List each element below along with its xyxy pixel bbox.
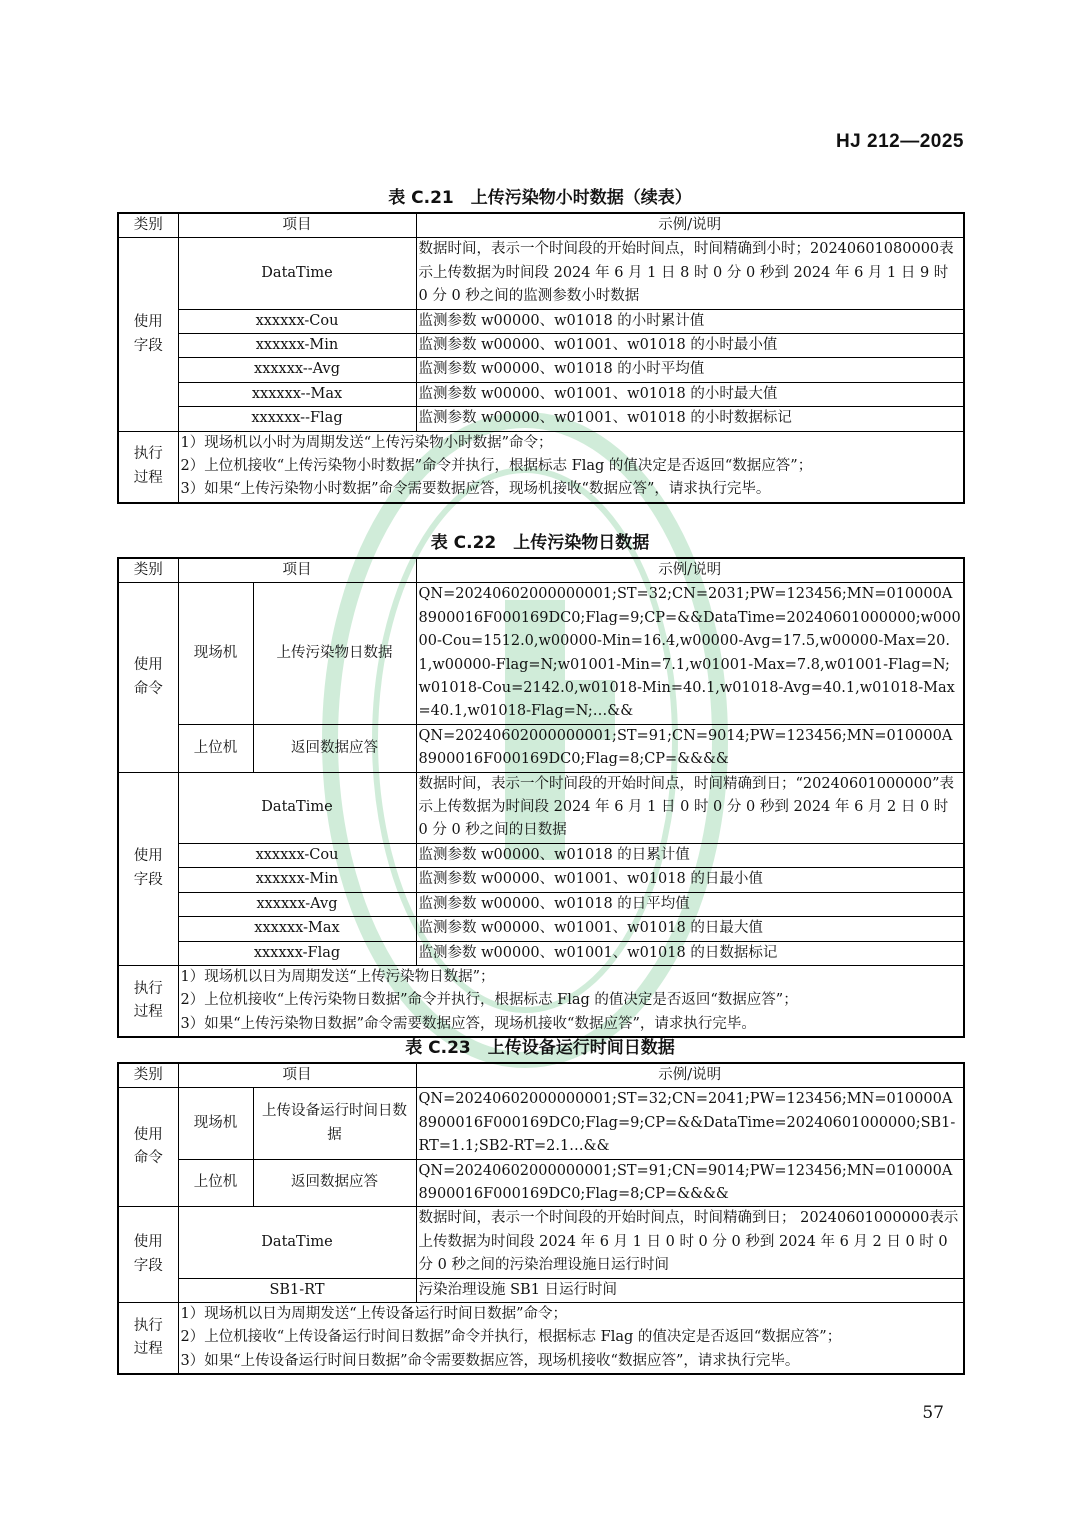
- process-step: 3）如果“上传污染物日数据”命令需要数据应答，现场机接收“数据应答”，请求执行完毕。: [180, 1015, 756, 1032]
- table-row: [118, 965, 964, 1037]
- field-desc: 监测参数 w00000、w01001、w01018 的小时数据标记: [416, 407, 964, 431]
- process-step: 3）如果“上传设备运行时间日数据”命令需要数据应答，现场机接收“数据应答”，请求执行完毕。: [180, 1352, 800, 1369]
- table-row: [118, 334, 964, 358]
- table-row: [118, 358, 964, 382]
- command-side: 现场机: [178, 1088, 253, 1159]
- command-side: 现场机: [178, 583, 253, 724]
- process-step: 2）上位机接收“上传污染物小时数据”命令并执行，根据标志 Flag 的值决定是否返回“数据应答”；: [180, 458, 813, 475]
- field-name: SB1-RT: [178, 1278, 416, 1302]
- field-name: xxxxxx-Min: [178, 868, 416, 892]
- field-name: xxxxxx-Flag: [178, 941, 416, 965]
- command-example: QN=20240602000000001;ST=91;CN=9014;PW=123456;MN=010000A8900016F000169DC0;Flag=8;CP=&&&&: [416, 724, 964, 772]
- table-row: [118, 772, 964, 843]
- field-desc: 数据时间，表示一个时间段的开始时间点，时间精确到小时；20240601080000表示上传数据为时间段 2024 年 6 月 1 日 8 时 0 分 0 秒到 2024 年 6 月 1 日 9 时 0 分 0 秒之间的监测参数小时数据: [416, 238, 964, 309]
- table-row: [118, 1088, 964, 1159]
- process-step: 3）如果“上传污染物小时数据”命令需要数据应答，现场机接收“数据应答”，请求执行完毕。: [180, 481, 771, 498]
- table-row: [118, 724, 964, 772]
- table-row: [118, 583, 964, 724]
- table-row: [118, 1303, 964, 1375]
- header-category: 类别: [118, 1063, 178, 1088]
- field-desc: 监测参数 w00000、w01001、w01018 的小时最小值: [416, 334, 964, 358]
- table-c22-caption: 表 C.22 上传污染物日数据: [430, 533, 650, 553]
- table-row: [118, 382, 964, 406]
- command-side: 上位机: [178, 1159, 253, 1207]
- field-desc: 数据时间，表示一个时间段的开始时间点，时间精确到日； 20240601000000表示上传数据为时间段 2024 年 6 月 1 日 0 时 0 分 0 秒到 2024 年 6 月 2 日 0 时 0 分 0 秒之间的污染治理设施日运行时间: [416, 1207, 964, 1278]
- group-label-fields: 使用 字段: [118, 772, 178, 965]
- process-step: 1）现场机以日为周期发送“上传污染物日数据”；: [180, 968, 495, 985]
- header-category: 类别: [118, 213, 178, 238]
- table-row: [118, 941, 964, 965]
- page-number: 57: [922, 1403, 944, 1423]
- table-c22: [117, 557, 965, 1038]
- table-c23: [117, 1062, 965, 1375]
- field-name: xxxxxx--Flag: [178, 407, 416, 431]
- table-row: [118, 431, 964, 503]
- field-desc: 监测参数 w00000、w01001、w01018 的日最大值: [416, 917, 964, 941]
- table-c21: [117, 212, 965, 504]
- table-row: [118, 238, 964, 309]
- field-desc: 监测参数 w00000、w01001、w01018 的小时最大值: [416, 382, 964, 406]
- field-name: xxxxxx-Cou: [178, 843, 416, 867]
- field-desc: 监测参数 w00000、w01018 的小时累计值: [416, 309, 964, 333]
- command-example: QN=20240602000000001;ST=91;CN=9014;PW=123456;MN=010000A8900016F000169DC0;Flag=8;CP=&&&&: [416, 1159, 964, 1207]
- table-row: [118, 407, 964, 431]
- process-steps: [178, 431, 964, 503]
- group-label-commands: 使用 命令: [118, 1088, 178, 1207]
- header-item: 项目: [178, 558, 416, 583]
- command-item: 返回数据应答: [253, 1159, 416, 1207]
- process-step: 1）现场机以日为周期发送“上传设备运行时间日数据”命令；: [180, 1306, 568, 1323]
- command-example: QN=20240602000000001;ST=32;CN=2031;PW=123456;MN=010000A8900016F000169DC0;Flag=9;CP=&&DataTime=20240601000000;w00000-Cou=1512.0,w00000-Min=16.4,w00000-Avg=17.5,w00000-Max=20.1,w00000-Flag=N;w01001-Min=7.1,w01001-Max=7.8,w01001-Flag=N;w01018-Cou=2142.0,w01018-Min=40.1,w01018-Avg=40.1,w01018-Max=40.1,w01018-Flag=N;…&&: [416, 583, 964, 724]
- table-row: [118, 1278, 964, 1302]
- table-row: [118, 309, 964, 333]
- command-item: 返回数据应答: [253, 724, 416, 772]
- table-row: [118, 892, 964, 916]
- header-example: 示例/说明: [416, 558, 964, 583]
- process-steps: [178, 1303, 964, 1375]
- command-item: 上传污染物日数据: [253, 583, 416, 724]
- field-desc: 监测参数 w00000、w01001、w01018 的日数据标记: [416, 941, 964, 965]
- command-side: 上位机: [178, 724, 253, 772]
- field-desc: 数据时间，表示一个时间段的开始时间点，时间精确到日；“20240601000000”表示上传数据为时间段 2024 年 6 月 1 日 0 时 0 分 0 秒到 2024 年 6 月 2 日 0 时 0 分 0 秒之间的日数据: [416, 772, 964, 843]
- table-row: [118, 868, 964, 892]
- table-row: [118, 1207, 964, 1278]
- header-item: 项目: [178, 213, 416, 238]
- field-name: DataTime: [178, 238, 416, 309]
- command-example: QN=20240602000000001;ST=32;CN=2041;PW=123456;MN=010000A8900016F000169DC0;Flag=9;CP=&&DataTime=20240601000000;SB1-RT=1.1;SB2-RT=2.1…&&: [416, 1088, 964, 1159]
- table-row: [118, 1159, 964, 1207]
- process-steps: [178, 965, 964, 1037]
- process-step: 2）上位机接收“上传污染物日数据”命令并执行，根据标志 Flag 的值决定是否返回“数据应答”；: [180, 992, 798, 1009]
- table-header-row: [118, 1063, 964, 1088]
- group-label-fields: 使用 字段: [118, 238, 178, 431]
- field-name: DataTime: [178, 772, 416, 843]
- field-name: DataTime: [178, 1207, 416, 1278]
- field-name: xxxxxx-Avg: [178, 892, 416, 916]
- group-label-process: 执行 过程: [118, 431, 178, 503]
- table-row: [118, 917, 964, 941]
- table-c21-caption: 表 C.21 上传污染物小时数据（续表）: [388, 188, 692, 208]
- process-step: 1）现场机以小时为周期发送“上传污染物小时数据”命令；: [180, 434, 553, 451]
- table-header-row: [118, 558, 964, 583]
- header-example: 示例/说明: [416, 213, 964, 238]
- group-label-process: 执行 过程: [118, 965, 178, 1037]
- field-desc: 监测参数 w00000、w01018 的日累计值: [416, 843, 964, 867]
- field-name: xxxxxx-Max: [178, 917, 416, 941]
- field-desc: 监测参数 w00000、w01018 的小时平均值: [416, 358, 964, 382]
- table-header-row: [118, 213, 964, 238]
- process-step: 2）上位机接收“上传设备运行时间日数据”命令并执行，根据标志 Flag 的值决定是否返回“数据应答”；: [180, 1329, 842, 1346]
- field-desc: 监测参数 w00000、w01001、w01018 的日最小值: [416, 868, 964, 892]
- header-item: 项目: [178, 1063, 416, 1088]
- field-name: xxxxxx--Max: [178, 382, 416, 406]
- group-label-process: 执行 过程: [118, 1303, 178, 1375]
- field-desc: 污染治理设施 SB1 日运行时间: [416, 1278, 964, 1302]
- field-name: xxxxxx--Avg: [178, 358, 416, 382]
- header-category: 类别: [118, 558, 178, 583]
- command-item: 上传设备运行时间日数据: [253, 1088, 416, 1159]
- table-row: [118, 843, 964, 867]
- table-c23-caption: 表 C.23 上传设备运行时间日数据: [405, 1038, 675, 1058]
- group-label-fields: 使用 字段: [118, 1207, 178, 1303]
- standard-code: HJ 212—2025: [835, 131, 964, 152]
- header-example: 示例/说明: [416, 1063, 964, 1088]
- group-label-commands: 使用 命令: [118, 583, 178, 772]
- field-name: xxxxxx-Cou: [178, 309, 416, 333]
- field-desc: 监测参数 w00000、w01018 的日平均值: [416, 892, 964, 916]
- field-name: xxxxxx-Min: [178, 334, 416, 358]
